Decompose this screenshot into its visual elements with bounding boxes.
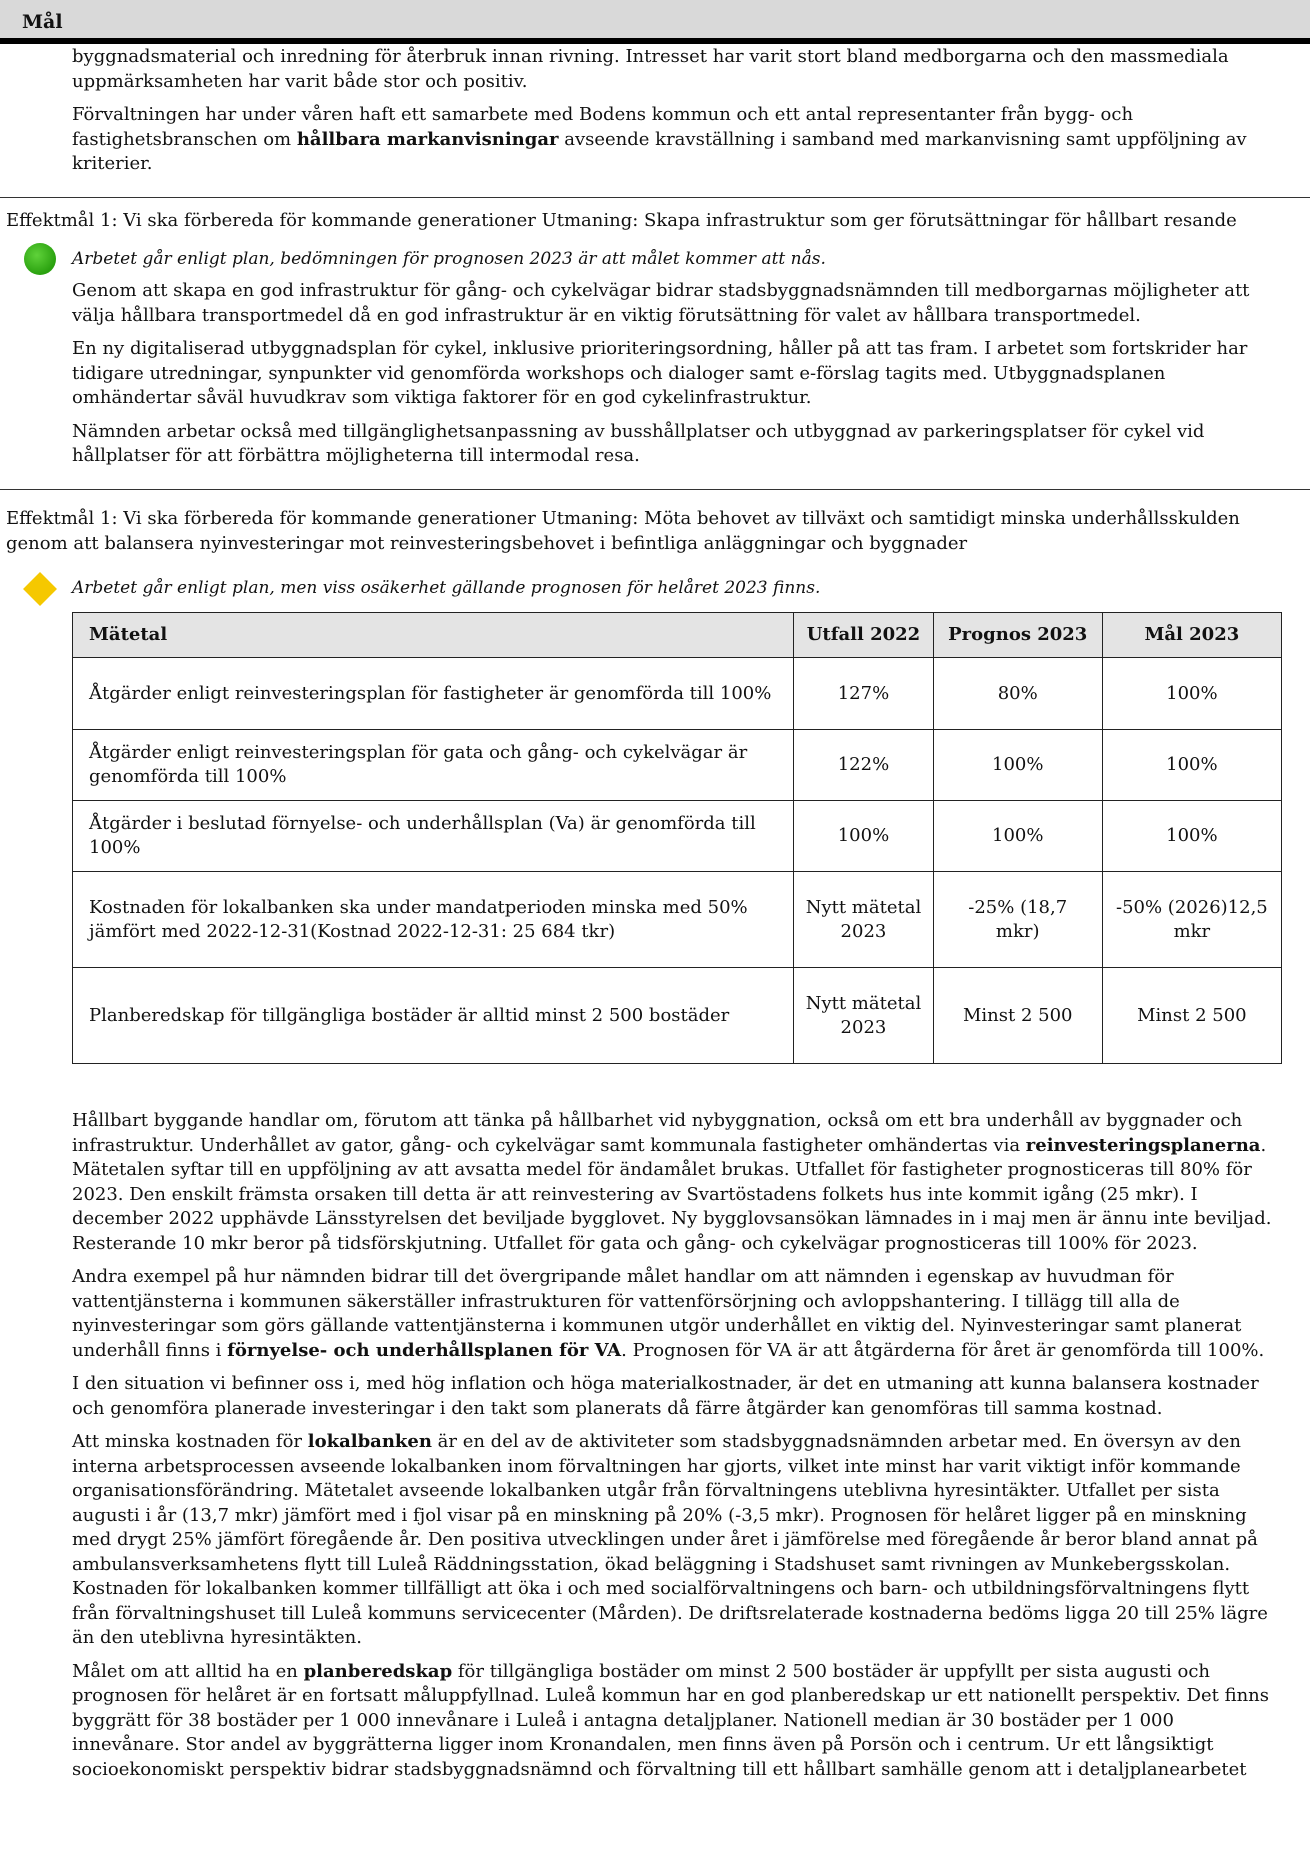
body-paragraph-4: Att minska kostnaden för lokalbanken är en del av de aktiviteter som stadsbyggnadsnämnden arbetar med. En översyn av den interna arbetsprocessen avseende lokalbanken inom förvaltningen har gjorts, vilket inte minst har varit viktigt inför kommande organisationsförändring. Mätetalet avseende lokalbanken utgår från förvaltningens uteblivna hyresintäkter. Utfallet per sista augusti i år (13,7 mkr) jämfört med i fjol visar på en minskning på 20% (-3,5 mkr). Prognosen för helåret ligger på en minskning med drygt 25% jämfört föregående år. Den positiva utvecklingen under året i jämförelse med föregående år beror bland annat på ambulansverksamhetens flytt till Luleå Räddningsstation, ökad beläggning i Stadshuset samt rivningen av Munkebergsskolan. Kostnaden för lokalbanken kommer tillfälligt att öka i och med socialförvaltningens och barn- och utbildningsförvaltningens flytt från förvaltningshuset till Luleå kommuns servicecenter (Mården). De driftsrelaterade kostnaderna bedöms ligga 20 till 25% lägre än den uteblivna hyresintäkten. — [72, 1431, 1268, 1648]
intro-paragraph-2: Förvaltningen har under våren haft ett samarbete med Bodens kommun och ett antal representanter från bygg- och fastighetsbranschen om hållbara markanvisningar avseende kravställning i samband med markanvisning samt uppföljning av kriterier. — [72, 104, 1247, 174]
table-cell: -50% (2026)12,5 mkr — [1102, 872, 1281, 968]
table-cell: 100% — [794, 801, 934, 872]
body-text — [72, 1109, 1277, 1782]
status-green-circle-icon — [24, 243, 56, 275]
body-paragraph-3: I den situation vi befinner oss i, med hög inflation och höga materialkostnader, är det en utmaning att kunna balansera kostnader och genomföra planerade investeringar i den takt som planerats då färre åtgärder kan genomföras till samma kostnad. — [72, 1373, 1259, 1419]
goal-1-paragraph-2: En ny digitaliserad utbyggnadsplan för cykel, inklusive prioriteringsordning, håller på att tas fram. I arbetet som fortskrider har tidigare utredningar, synpunkter vid genomförda workshops och dialoger samt e-förslag tagits med. Utbyggnadsplanen omhändertar såväl huvudkrav som viktiga faktorer för en god cykelinfrastruktur. — [72, 338, 1248, 408]
table-cell: 100% — [1102, 730, 1281, 801]
bold-term: hållbara markanvisningar — [296, 128, 559, 150]
table-cell: Minst 2 500 — [1102, 968, 1281, 1064]
table-cell: Nytt mätetal 2023 — [794, 872, 934, 968]
section-title: Mål — [22, 11, 63, 33]
status-yellow-diamond-icon — [23, 572, 57, 606]
column-header: Mätetal — [73, 613, 794, 658]
bold-term: reinvesteringsplanerna — [1025, 1134, 1261, 1156]
table-cell: 80% — [933, 658, 1102, 730]
goal-2-title: Effektmål 1: Vi ska förbereda för kommande generationer Utmaning: Möta behovet av tillväxt och samtidigt minska underhållsskulden genom att balansera nyinvesteringar mot reinvesteringsbehovet i befintliga anläggningar och byggnader — [6, 508, 1240, 554]
table-row — [73, 801, 1282, 872]
goal-1-status: Arbetet går enligt plan, bedömningen för prognosen 2023 är att målet kommer att nås. — [72, 249, 826, 269]
table-cell: Minst 2 500 — [933, 968, 1102, 1064]
table-cell: Åtgärder enligt reinvesteringsplan för gata och gång- och cykelvägar är genomförda till 100% — [73, 730, 794, 801]
column-header: Mål 2023 — [1102, 613, 1281, 658]
table-cell: 100% — [1102, 801, 1281, 872]
table-header-row — [73, 613, 1282, 658]
table-row — [73, 968, 1282, 1064]
goal-2-status: Arbetet går enligt plan, men viss osäkerhet gällande prognosen för helåret 2023 finns. — [72, 578, 821, 598]
goal-1-paragraph-3: Nämnden arbetar också med tillgänglighetsanpassning av busshållplatser och utbyggnad av parkeringsplatser för cykel vid hållplatser för att förbättra möjligheterna till intermodal resa. — [72, 420, 1205, 466]
goal-1-paragraph-1: Genom att skapa en god infrastruktur för gång- och cykelvägar bidrar stadsbyggnadsnämnden till medborgarnas möjligheter att välja hållbara transportmedel då en god infrastruktur är en viktig förutsättning för valet av hållbara transportmedel. — [72, 280, 1250, 326]
table-row — [73, 730, 1282, 801]
section-header — [0, 0, 1310, 44]
table-cell: Kostnaden för lokalbanken ska under mandatperioden minska med 50% jämfört med 2022-12-31(Kostnad 2022-12-31: 25 684 tkr) — [73, 872, 794, 968]
bold-term: planberedskap — [303, 1660, 453, 1682]
column-header: Utfall 2022 — [794, 613, 934, 658]
body-paragraph-1: Hållbart byggande handlar om, förutom att tänka på hållbarhet vid nybyggnation, också om ett bra underhåll av byggnader och infrastruktur. Underhållet av gator, gång- och cykelvägar samt kommunala fastigheter omhändertas via reinvesteringsplanerna. Mätetalen syftar till en uppföljning av att avsatta medel för ändamålet brukas. Utfallet för fastigheter prognosticeras till 80% för 2023. Den enskilt främsta orsaken till detta är att reinvestering av Svartöstadens folkets hus inte kommit igång (25 mkr). I december 2022 upphävde Länsstyrelsen det beviljade bygglovet. Ny bygglovsansökan lämnades in i maj men är ännu inte beviljad. Resterande 10 mkr beror på tidsförskjutning. Utfallet för gata och gång- och cykelvägar prognosticeras till 100% för 2023. — [72, 1110, 1272, 1254]
table-row — [73, 872, 1282, 968]
body-paragraph-2: Andra exempel på hur nämnden bidrar till det övergripande målet handlar om att nämnden i egenskap av huvudman för vattentjänsterna i kommunen säkerställer infrastrukturen för vattenförsörjning och avloppshantering. I tillägg till alla de nyinvesteringar som görs gällande vattentjänsterna i kommunen utgör underhållet en viktig del. Nyinvesteringar samt planerat underhåll finns i förnyelse- och underhållsplanen för VA. Prognosen för VA är att åtgärderna för året är genomförda till 100%. — [72, 1266, 1265, 1361]
table-cell: 122% — [794, 730, 934, 801]
goal-1-title: Effektmål 1: Vi ska förbereda för kommande generationer Utmaning: Skapa infrastruktur som ger förutsättningar för hållbart resande — [6, 210, 1237, 231]
metrics-table — [72, 612, 1282, 1064]
table-cell: 100% — [933, 801, 1102, 872]
table-cell: Åtgärder i beslutad förnyelse- och underhållsplan (Va) är genomförda till 100% — [73, 801, 794, 872]
table-cell: 127% — [794, 658, 934, 730]
table-cell: Nytt mätetal 2023 — [794, 968, 934, 1064]
table-cell: Åtgärder enligt reinvesteringsplan för fastigheter är genomförda till 100% — [73, 658, 794, 730]
table-cell: 100% — [1102, 658, 1281, 730]
bold-term: lokalbanken — [307, 1431, 432, 1452]
bold-term: förnyelse- och underhållsplanen för VA — [227, 1339, 622, 1361]
intro-paragraph-1: byggnadsmaterial och inredning för återbruk innan rivning. Intresset har varit stort bland medborgarna och den massmediala uppmärksamheten har varit både stor och positiv. — [72, 46, 1229, 92]
table-cell: 100% — [933, 730, 1102, 801]
divider — [0, 489, 1310, 490]
table-cell: Planberedskap för tillgängliga bostäder är alltid minst 2 500 bostäder — [73, 968, 794, 1064]
column-header: Prognos 2023 — [933, 613, 1102, 658]
intro-block — [72, 45, 1277, 177]
divider — [0, 197, 1310, 198]
goal-1-body — [72, 279, 1277, 469]
table-cell: -25% (18,7 mkr) — [933, 872, 1102, 968]
table-row — [73, 658, 1282, 730]
body-paragraph-5: Målet om att alltid ha en planberedskap för tillgängliga bostäder om minst 2 500 bostäder är uppfyllt per sista augusti och prognosen för helåret är en fortsatt måluppfyllnad. Luleå kommun har en god planberedskap ur ett nationellt perspektiv. Det finns byggrätt för 38 bostäder per 1 000 innevånare i Luleå i antagna detaljplaner. Nationell median är 30 bostäder per 1 000 innevånare. Stor andel av byggrätterna ligger inom Kronandalen, men finns även på Porsön och i centrum. Ur ett långsiktigt socioekonomiskt perspektiv bidrar stadsbyggnadsnämnd och förvaltning till ett hållbart samhälle genom att i detaljplanearbetet — [72, 1660, 1269, 1780]
